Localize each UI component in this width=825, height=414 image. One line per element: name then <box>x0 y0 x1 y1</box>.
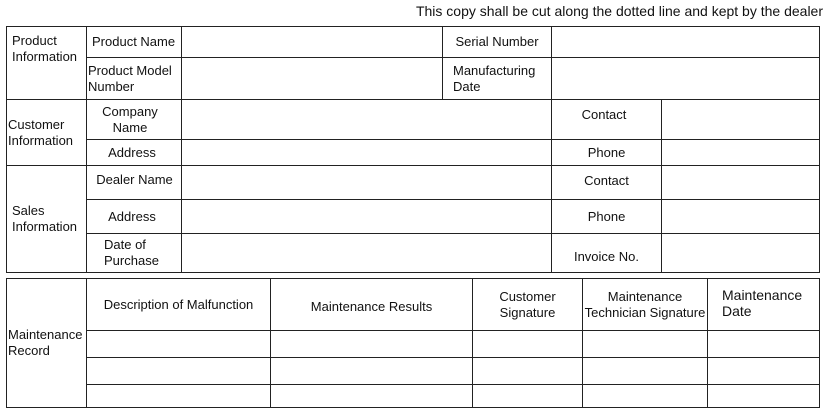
customer-phone-label: Phone <box>587 144 626 160</box>
manufacturing-date-field[interactable] <box>552 58 819 99</box>
table-border-left <box>6 278 7 408</box>
maintenance-record-section-label: Maintenance Record <box>8 327 83 358</box>
sales-info-section-label: Sales Information <box>12 203 78 234</box>
customer-address-field[interactable] <box>182 140 551 165</box>
date-of-purchase-label: Date of Purchase <box>104 237 159 268</box>
customer-signature-header: Customer Signature <box>499 288 556 320</box>
rule <box>6 272 820 273</box>
invoice-number-field[interactable] <box>662 234 819 272</box>
product-name-field[interactable] <box>182 27 442 57</box>
technician-signature-header: Maintenance Technician Signature <box>584 288 706 320</box>
table-border-right <box>819 278 820 408</box>
dealer-name-field[interactable] <box>182 166 551 199</box>
serial-number-field[interactable] <box>552 27 819 57</box>
product-model-number-label: Product Model Number <box>88 62 172 94</box>
company-name-field[interactable] <box>182 100 551 139</box>
dealer-name-label: Dealer Name <box>96 172 173 187</box>
customer-phone-field[interactable] <box>662 140 819 165</box>
product-info-section-label: Product Information <box>12 33 78 64</box>
product-name-label: Product Name <box>92 33 176 49</box>
maintenance-date-header: Maintenance Date <box>722 286 803 319</box>
dealer-address-label: Address <box>108 208 156 224</box>
dealer-phone-field[interactable] <box>662 200 819 233</box>
invoice-number-label: Invoice No. <box>573 249 640 264</box>
date-of-purchase-field[interactable] <box>182 234 551 272</box>
table-border-bottom <box>6 407 820 408</box>
dealer-contact-field[interactable] <box>662 166 819 199</box>
dealer-contact-label: Contact <box>584 172 629 188</box>
customer-contact-field[interactable] <box>662 100 819 139</box>
dealer-address-field[interactable] <box>182 200 551 233</box>
table-border-left <box>6 26 7 273</box>
serial-number-label: Serial Number <box>455 33 539 49</box>
maintenance-record-row[interactable] <box>87 385 819 407</box>
product-model-number-field[interactable] <box>182 58 442 99</box>
manufacturing-date-label: Manufacturing Date <box>453 62 536 94</box>
dealer-phone-label: Phone <box>587 208 626 224</box>
customer-info-section-label: Customer Information <box>8 116 74 148</box>
table-border-right <box>819 26 820 273</box>
maintenance-record-row[interactable] <box>87 331 819 357</box>
cut-instruction-note: This copy shall be cut along the dotted line and kept by the dealer <box>415 3 823 19</box>
description-of-malfunction-header: Description of Malfunction <box>103 296 254 312</box>
customer-contact-label: Contact <box>581 107 627 122</box>
maintenance-results-header: Maintenance Results <box>310 299 433 314</box>
maintenance-record-row[interactable] <box>87 358 819 384</box>
company-name-label: Company Name <box>102 103 158 135</box>
customer-address-label: Address <box>108 144 156 160</box>
